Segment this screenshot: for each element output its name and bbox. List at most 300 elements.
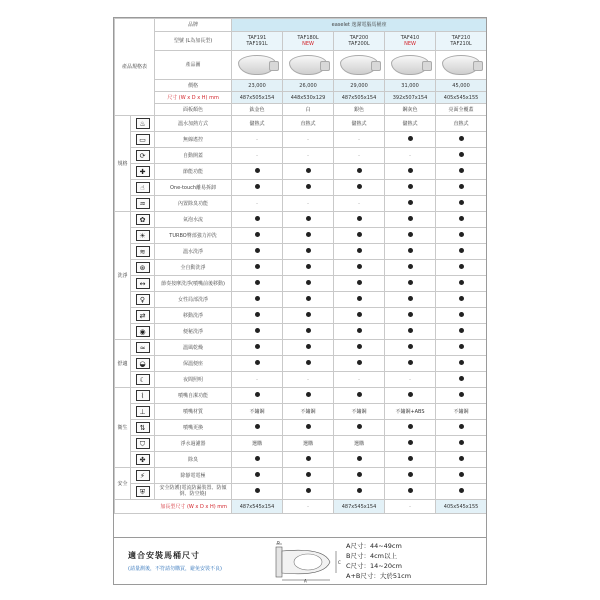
feature-value xyxy=(334,356,385,372)
feature-value: - xyxy=(283,132,334,148)
supported-dot xyxy=(459,216,464,221)
supported-dot xyxy=(357,328,362,333)
supported-dot xyxy=(255,232,260,237)
supported-dot xyxy=(459,200,464,205)
feature-name: 女性局部洗淨 xyxy=(155,292,232,308)
feature-value xyxy=(385,228,436,244)
feature-name: TURBO臀部強力沖洗 xyxy=(155,228,232,244)
feature-value xyxy=(232,388,283,404)
toilet-diagram xyxy=(264,541,344,583)
supported-dot xyxy=(459,136,464,141)
supported-dot xyxy=(357,184,362,189)
supported-dot xyxy=(306,168,311,173)
feature-value: - xyxy=(232,372,283,388)
feature-name: 全自動洗淨 xyxy=(155,260,232,276)
feature-value xyxy=(436,372,487,388)
toilet-seat-icon xyxy=(238,55,276,75)
supported-dot xyxy=(306,328,311,333)
price-value: 29,000 xyxy=(334,80,385,92)
deodorize-icon: ✤ xyxy=(136,454,150,465)
feature-value xyxy=(436,196,487,212)
feature-value: - xyxy=(334,372,385,388)
feature-value xyxy=(232,164,283,180)
feature-icon-cell xyxy=(131,292,155,308)
supported-dot xyxy=(408,248,413,253)
feature-value xyxy=(334,260,385,276)
category-label: 規格 xyxy=(115,116,131,212)
supported-dot xyxy=(306,456,311,461)
feature-value: 選購 xyxy=(334,436,385,452)
model-name: TAF191 xyxy=(247,35,267,41)
feature-value xyxy=(232,276,283,292)
feature-value xyxy=(436,356,487,372)
supported-dot xyxy=(357,232,362,237)
feature-name: 便秘洗淨 xyxy=(155,324,232,340)
fit-spec-a: A尺寸：44~49cm xyxy=(346,542,402,550)
feature-value: 選購 xyxy=(283,436,334,452)
toilet-seat-icon xyxy=(340,55,378,75)
category-label: 衛生 xyxy=(115,388,131,468)
feature-value: - xyxy=(334,148,385,164)
diagram-label-a: A xyxy=(304,578,307,583)
model-name: TAF200 xyxy=(349,35,369,41)
feature-value xyxy=(385,244,436,260)
toilet-seat-icon xyxy=(442,55,480,75)
feature-name: 除臭 xyxy=(155,452,232,468)
feature-name: 移動洗淨 xyxy=(155,308,232,324)
feature-name: 夜間照明 xyxy=(155,372,232,388)
supported-dot xyxy=(255,216,260,221)
feature-value xyxy=(283,228,334,244)
feature-value xyxy=(334,340,385,356)
feature-value xyxy=(436,484,487,500)
feature-value xyxy=(436,452,487,468)
supported-dot xyxy=(459,424,464,429)
supported-dot xyxy=(459,168,464,173)
remote-icon: ▭ xyxy=(136,134,150,145)
feature-name: 溫風乾燥 xyxy=(155,340,232,356)
feature-value xyxy=(436,180,487,196)
feature-value xyxy=(385,164,436,180)
feature-value: 儲熱式 xyxy=(334,116,385,132)
feature-value xyxy=(385,292,436,308)
color-label: 面板顏色 xyxy=(155,104,232,116)
feature-value xyxy=(283,452,334,468)
feature-value xyxy=(334,388,385,404)
supported-dot xyxy=(255,392,260,397)
feature-name: 保溫便座 xyxy=(155,356,232,372)
price-value: 31,000 xyxy=(385,80,436,92)
feature-value: - xyxy=(283,372,334,388)
feature-name: One-touch離易拆卸 xyxy=(155,180,232,196)
model-label: 型號 (L為加長型) xyxy=(155,32,232,51)
product-image xyxy=(283,52,333,78)
feature-value: - xyxy=(385,148,436,164)
fit-title: 適合安裝馬桶尺寸 xyxy=(128,551,200,560)
feature-name: 溫水洗淨 xyxy=(155,244,232,260)
feature-value xyxy=(385,468,436,484)
size-value: 405x545x155 xyxy=(436,92,487,104)
brand-value: easelet 逸潔電腦馬桶座 xyxy=(232,19,487,32)
feature-value xyxy=(334,420,385,436)
feature-value: 不鏽鋼+ABS xyxy=(385,404,436,420)
feature-value xyxy=(385,196,436,212)
feature-icon-cell xyxy=(131,308,155,324)
long-size-label: 加長型尺寸 (W x D x H) mm xyxy=(115,500,232,514)
supported-dot xyxy=(408,440,413,445)
price-value: 23,000 xyxy=(232,80,283,92)
feature-value xyxy=(232,484,283,500)
feature-value xyxy=(385,420,436,436)
feature-value: - xyxy=(232,196,283,212)
feature-name: 無線遙控 xyxy=(155,132,232,148)
feature-value xyxy=(232,180,283,196)
price-label: 價格 xyxy=(155,80,232,92)
supported-dot xyxy=(255,312,260,317)
feature-value: 不鏽鋼 xyxy=(283,404,334,420)
feature-value xyxy=(436,308,487,324)
feature-value xyxy=(385,212,436,228)
supported-dot xyxy=(408,136,413,141)
feature-icon-cell xyxy=(131,340,155,356)
supported-dot xyxy=(459,360,464,365)
feature-icon-cell xyxy=(131,484,155,500)
supported-dot xyxy=(255,184,260,189)
color-value: 鈦金色 xyxy=(232,104,283,116)
supported-dot xyxy=(408,296,413,301)
feature-icon-cell xyxy=(131,148,155,164)
feature-icon-cell xyxy=(131,244,155,260)
supported-dot xyxy=(408,456,413,461)
feature-value xyxy=(232,420,283,436)
feature-value xyxy=(436,260,487,276)
feature-icon-cell xyxy=(131,276,155,292)
color-value: 白 xyxy=(283,104,334,116)
feature-value xyxy=(334,164,385,180)
supported-dot xyxy=(459,184,464,189)
color-value: 銀色 xyxy=(334,104,385,116)
supported-dot xyxy=(306,216,311,221)
nozzle-clean-icon: ⌇ xyxy=(136,390,150,401)
supported-dot xyxy=(408,280,413,285)
supported-dot xyxy=(408,312,413,317)
price-value: 45,000 xyxy=(436,80,487,92)
feature-icon-cell xyxy=(131,452,155,468)
model-name: TAF210 xyxy=(451,35,471,41)
supported-dot xyxy=(255,344,260,349)
feature-value: - xyxy=(334,196,385,212)
feature-icon-cell xyxy=(131,132,155,148)
supported-dot xyxy=(408,488,413,493)
massage-icon: ↔ xyxy=(136,278,150,289)
color-value: 鋼灰色 xyxy=(385,104,436,116)
feature-value: 選購 xyxy=(232,436,283,452)
feature-name: 除靜電電極 xyxy=(155,468,232,484)
feature-value: - xyxy=(232,132,283,148)
seat-warm-icon: ◒ xyxy=(136,358,150,369)
diagram-label-c: C xyxy=(338,560,341,565)
model-name-long: TAF191L xyxy=(246,41,268,47)
feature-value xyxy=(334,228,385,244)
supported-dot xyxy=(408,216,413,221)
feature-value xyxy=(385,132,436,148)
feature-icon-cell xyxy=(131,468,155,484)
protect-icon: ⛨ xyxy=(136,486,150,497)
feature-value xyxy=(232,292,283,308)
fit-spec-b: B尺寸：4cm以上 xyxy=(346,552,398,560)
feature-value xyxy=(283,244,334,260)
supported-dot xyxy=(408,184,413,189)
supported-dot xyxy=(459,456,464,461)
supported-dot xyxy=(459,232,464,237)
model-name-long: TAF200L xyxy=(348,41,370,47)
autowash-icon: ⊛ xyxy=(136,262,150,273)
supported-dot xyxy=(459,264,464,269)
supported-dot xyxy=(255,280,260,285)
nozzle-replace-icon: ⇅ xyxy=(136,422,150,433)
feature-value xyxy=(436,436,487,452)
spec-sheet xyxy=(113,17,487,585)
supported-dot xyxy=(306,312,311,317)
feature-value xyxy=(283,356,334,372)
model-name-long: TAF210L xyxy=(450,41,472,47)
feature-value: 儲熱式 xyxy=(385,116,436,132)
water-heater-icon: ♨ xyxy=(136,118,150,129)
supported-dot xyxy=(408,472,413,477)
feature-value xyxy=(232,212,283,228)
supported-dot xyxy=(255,264,260,269)
model-cell xyxy=(385,32,436,51)
supported-dot xyxy=(306,232,311,237)
feature-name: 自動開蓋 xyxy=(155,148,232,164)
supported-dot xyxy=(459,312,464,317)
supported-dot xyxy=(306,360,311,365)
feature-value xyxy=(283,292,334,308)
feature-icon-cell xyxy=(131,372,155,388)
light-icon: ☾ xyxy=(136,374,150,385)
feature-value xyxy=(283,212,334,228)
feature-value xyxy=(232,452,283,468)
feature-value xyxy=(283,484,334,500)
supported-dot xyxy=(408,168,413,173)
size-value: 487x505x154 xyxy=(232,92,283,104)
feature-value xyxy=(232,244,283,260)
supported-dot xyxy=(459,488,464,493)
supported-dot xyxy=(357,296,362,301)
feature-value: 不鏽鋼 xyxy=(334,404,385,420)
toilet-seat-icon xyxy=(289,55,327,75)
supported-dot xyxy=(255,296,260,301)
feature-value xyxy=(385,276,436,292)
feature-value xyxy=(436,228,487,244)
feature-icon-cell xyxy=(131,180,155,196)
feature-value: 不鏽鋼 xyxy=(436,404,487,420)
product-image-cell xyxy=(283,51,334,80)
wash-icon: ✿ xyxy=(136,214,150,225)
category-label: 安全 xyxy=(115,468,131,500)
supported-dot xyxy=(357,392,362,397)
supported-dot xyxy=(357,472,362,477)
feature-value xyxy=(334,468,385,484)
feature-value xyxy=(385,340,436,356)
feature-value xyxy=(436,340,487,356)
supported-dot xyxy=(357,344,362,349)
feature-value xyxy=(436,148,487,164)
feature-value: - xyxy=(334,132,385,148)
long-size-value: - xyxy=(385,500,436,514)
supported-dot xyxy=(408,424,413,429)
model-name: TAF410 xyxy=(400,35,420,41)
feature-icon-cell xyxy=(131,228,155,244)
turbo-icon: ☀ xyxy=(136,230,150,241)
supported-dot xyxy=(306,488,311,493)
feature-icon-cell xyxy=(131,196,155,212)
feature-name: 噴嘴自潔功能 xyxy=(155,388,232,404)
filter-icon: ⛉ xyxy=(136,438,150,449)
nozzle-material-icon: ⊥ xyxy=(136,406,150,417)
model-cell xyxy=(334,32,385,51)
feature-name: 氣泡水流 xyxy=(155,212,232,228)
supported-dot xyxy=(459,328,464,333)
brand-label: 品牌 xyxy=(155,19,232,32)
feature-value xyxy=(334,180,385,196)
long-size-value: 487x545x154 xyxy=(232,500,283,514)
supported-dot xyxy=(306,344,311,349)
feature-value xyxy=(385,308,436,324)
female-icon: ♀ xyxy=(136,294,150,305)
model-cell xyxy=(436,32,487,51)
feature-value xyxy=(283,180,334,196)
color-value: 亮面全覆蓋 xyxy=(436,104,487,116)
supported-dot xyxy=(459,152,464,157)
feature-value xyxy=(283,468,334,484)
fit-specs xyxy=(346,541,411,581)
feature-icon-cell xyxy=(131,436,155,452)
model-cell xyxy=(232,32,283,51)
feature-value xyxy=(283,324,334,340)
supported-dot xyxy=(255,424,260,429)
supported-dot xyxy=(459,376,464,381)
category-label: 洗淨 xyxy=(115,212,131,340)
new-tag: NEW xyxy=(404,41,416,47)
supported-dot xyxy=(255,456,260,461)
feature-value: - xyxy=(283,148,334,164)
product-image xyxy=(334,52,384,78)
supported-dot xyxy=(255,360,260,365)
feature-value xyxy=(436,388,487,404)
supported-dot xyxy=(357,264,362,269)
fit-spec-c: C尺寸：14~20cm xyxy=(346,562,402,570)
supported-dot xyxy=(357,248,362,253)
supported-dot xyxy=(306,184,311,189)
product-image xyxy=(436,52,486,78)
feature-value: - xyxy=(283,196,334,212)
feature-icon-cell xyxy=(131,388,155,404)
feature-value xyxy=(232,228,283,244)
supported-dot xyxy=(306,264,311,269)
supported-dot xyxy=(357,424,362,429)
auto-icon: ⟳ xyxy=(136,150,150,161)
product-image xyxy=(385,52,435,78)
product-image-cell xyxy=(385,51,436,80)
feature-value xyxy=(436,420,487,436)
feature-value: 儲熱式 xyxy=(232,116,283,132)
feature-value xyxy=(334,324,385,340)
supported-dot xyxy=(306,280,311,285)
supported-dot xyxy=(408,360,413,365)
feature-value xyxy=(232,468,283,484)
supported-dot xyxy=(459,248,464,253)
feature-value xyxy=(334,484,385,500)
feature-value: 不鏽鋼 xyxy=(232,404,283,420)
size-value: 448x530x129 xyxy=(283,92,334,104)
feature-name: 節能功能 xyxy=(155,164,232,180)
moving-icon: ⇄ xyxy=(136,310,150,321)
feature-icon-cell xyxy=(131,260,155,276)
new-tag: NEW xyxy=(302,41,314,47)
supported-dot xyxy=(357,312,362,317)
feature-value xyxy=(232,308,283,324)
supported-dot xyxy=(357,360,362,365)
spec-table xyxy=(114,18,487,514)
supported-dot xyxy=(255,488,260,493)
feature-value xyxy=(232,340,283,356)
supported-dot xyxy=(357,168,362,173)
supported-dot xyxy=(306,472,311,477)
supported-dot xyxy=(357,488,362,493)
feature-name: 淨水過濾器 xyxy=(155,436,232,452)
supported-dot xyxy=(255,168,260,173)
category-product-spec: 產品規格表 xyxy=(115,19,155,116)
feature-value xyxy=(436,292,487,308)
feature-value xyxy=(232,324,283,340)
feature-name: 噴嘴材質 xyxy=(155,404,232,420)
feature-icon-cell xyxy=(131,324,155,340)
feature-value xyxy=(283,420,334,436)
feature-icon-cell xyxy=(131,116,155,132)
feature-value: 直熱式 xyxy=(283,116,334,132)
product-image xyxy=(232,52,282,78)
feature-value xyxy=(436,324,487,340)
product-image-cell xyxy=(334,51,385,80)
feature-value xyxy=(283,308,334,324)
feature-value xyxy=(436,468,487,484)
feature-value xyxy=(334,292,385,308)
feature-value xyxy=(436,132,487,148)
supported-dot xyxy=(306,248,311,253)
feature-value xyxy=(436,276,487,292)
feature-icon-cell xyxy=(131,212,155,228)
save-icon: ✚ xyxy=(136,166,150,177)
long-size-value: 405x545x155 xyxy=(436,500,487,514)
feature-icon-cell xyxy=(131,164,155,180)
supported-dot xyxy=(255,328,260,333)
feature-value: - xyxy=(232,148,283,164)
feature-value xyxy=(385,436,436,452)
feature-value xyxy=(334,276,385,292)
feature-value xyxy=(385,356,436,372)
feature-value xyxy=(283,388,334,404)
feature-value xyxy=(232,356,283,372)
size-label: 尺寸 (W x D x H) mm xyxy=(155,92,232,104)
model-name: TAF180L xyxy=(297,35,319,41)
supported-dot xyxy=(306,424,311,429)
supported-dot xyxy=(408,232,413,237)
feature-value xyxy=(334,244,385,260)
long-size-value: - xyxy=(283,500,334,514)
toilet-seat-icon xyxy=(391,55,429,75)
fit-spec-ab: A+B尺寸：大於51cm xyxy=(346,572,412,580)
